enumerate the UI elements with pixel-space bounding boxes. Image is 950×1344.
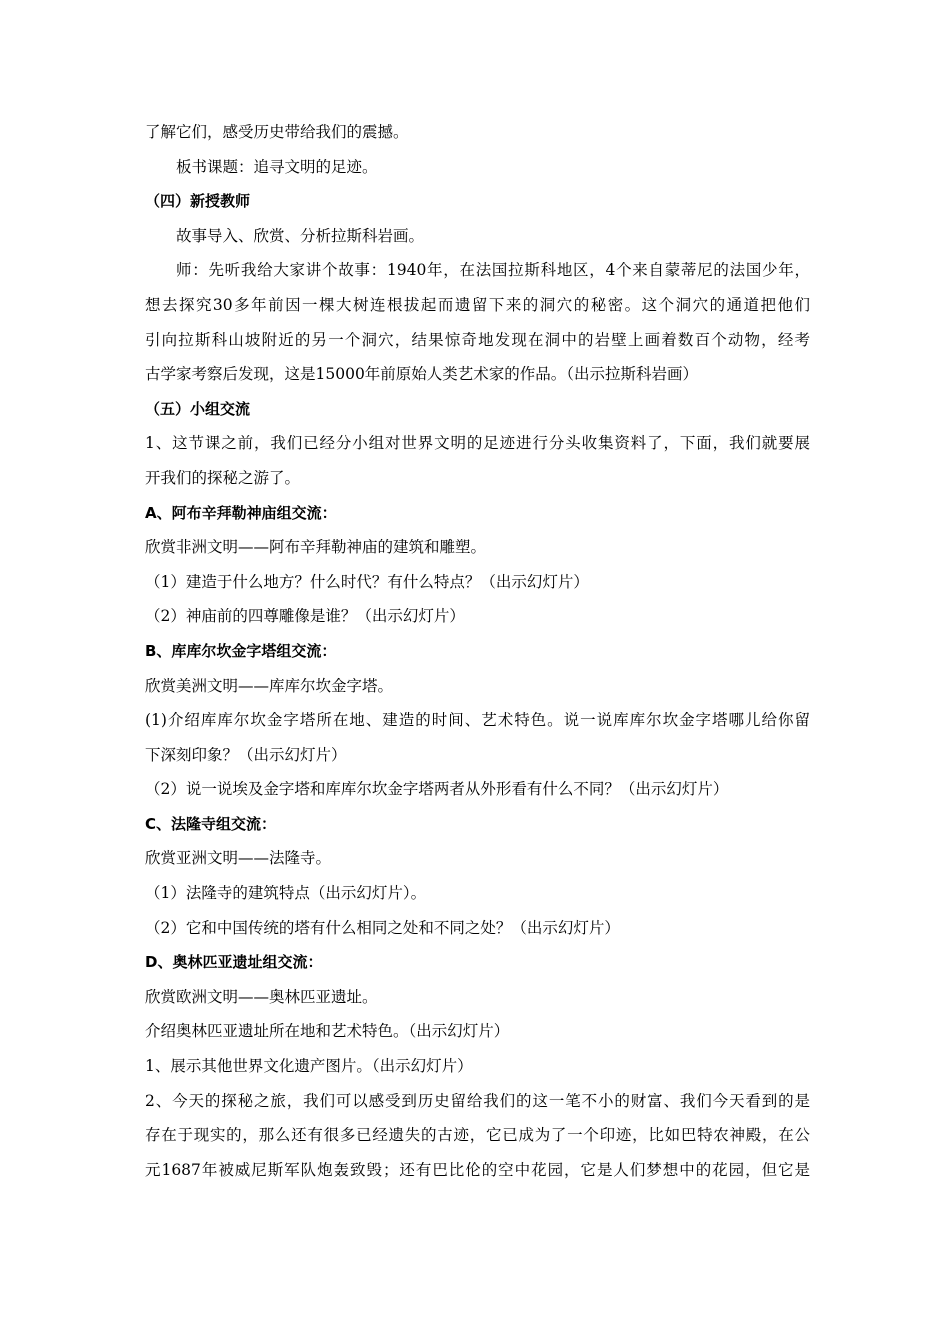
text-line: 师：先听我给大家讲个故事：1940年，在法国拉斯科地区，4个来自蒙蒂尼的法国少年， <box>176 261 810 280</box>
group-heading: B、库库尔坎金字塔组交流： <box>145 641 337 660</box>
text-line: 想去探究30多年前因一棵大树连根拔起而遗留下来的洞穴的秘密。这个洞穴的通道把他们 <box>145 295 810 314</box>
text-line: 介绍奥林匹亚遗址所在地和艺术特色。（出示幻灯片） <box>145 1022 510 1041</box>
text-line: 欣赏美洲文明——库库尔坎金字塔。 <box>145 676 394 695</box>
section-heading: （四）新授教师 <box>145 192 251 211</box>
text-line: （2）说一说埃及金字塔和库库尔坎金字塔两者从外形看有什么不同？（出示幻灯片） <box>145 780 729 799</box>
text-line: 元1687年被威尼斯军队炮轰致毁；还有巴比伦的空中花园，它是人们梦想中的花园，但它是 <box>145 1160 810 1179</box>
text-line: 存在于现实的，那么还有很多已经遗失的古迹，它已成为了一个印迹，比如巴特农神殿，在公 <box>145 1126 810 1145</box>
text-line: 1、这节课之前，我们已经分小组对世界文明的足迹进行分头收集资料了，下面，我们就要展 <box>145 434 810 453</box>
text-line: 欣赏非洲文明——阿布辛拜勒神庙的建筑和雕塑。 <box>145 538 487 557</box>
text-line: （1）建造于什么地方？什么时代？有什么特点？（出示幻灯片） <box>145 572 589 591</box>
text-line: 古学家考察后发现，这是15000年前原始人类艺术家的作品。（出示拉斯科岩画） <box>145 365 699 384</box>
text-line: 开我们的探秘之游了。 <box>145 468 301 487</box>
text-line: （1）法隆寺的建筑特点（出示幻灯片）。 <box>145 884 427 903</box>
text-line: 下深刻印象？（出示幻灯片） <box>145 745 347 764</box>
text-line: 了解它们，感受历史带给我们的震撼。 <box>145 123 409 141</box>
text-line: 1、展示其他世界文化遗产图片。（出示幻灯片） <box>145 1057 473 1076</box>
text-line: 故事导入、欣赏、分析拉斯科岩画。 <box>176 226 425 245</box>
text-line: （2）它和中国传统的塔有什么相同之处和不同之处？（出示幻灯片） <box>145 918 620 937</box>
group-heading: A、阿布辛拜勒神庙组交流： <box>145 503 337 522</box>
document-body <box>145 115 810 1187</box>
text-line: (1)介绍库库尔坎金字塔所在地、建造的时间、艺术特色。说一说库库尔坎金字塔哪儿给你留 <box>145 711 810 730</box>
text-line: 欣赏欧洲文明——奥林匹亚遗址。 <box>145 987 378 1006</box>
text-line: 板书课题：追寻文明的足迹。 <box>176 157 378 176</box>
text-line: （2）神庙前的四尊雕像是谁？（出示幻灯片） <box>145 607 465 626</box>
group-heading: C、法隆寺组交流： <box>145 814 277 833</box>
section-heading: （五）小组交流 <box>145 399 251 418</box>
group-heading: D、奥林匹亚遗址组交流： <box>145 953 323 972</box>
text-line: 欣赏亚洲文明——法隆寺。 <box>145 849 332 868</box>
text-line: 引向拉斯科山坡附近的另一个洞穴，结果惊奇地发现在洞中的岩壁上画着数百个动物，经考 <box>145 330 810 349</box>
text-line: 2、今天的探秘之旅，我们可以感受到历史留给我们的这一笔不小的财富、我们今天看到的是 <box>145 1091 810 1110</box>
